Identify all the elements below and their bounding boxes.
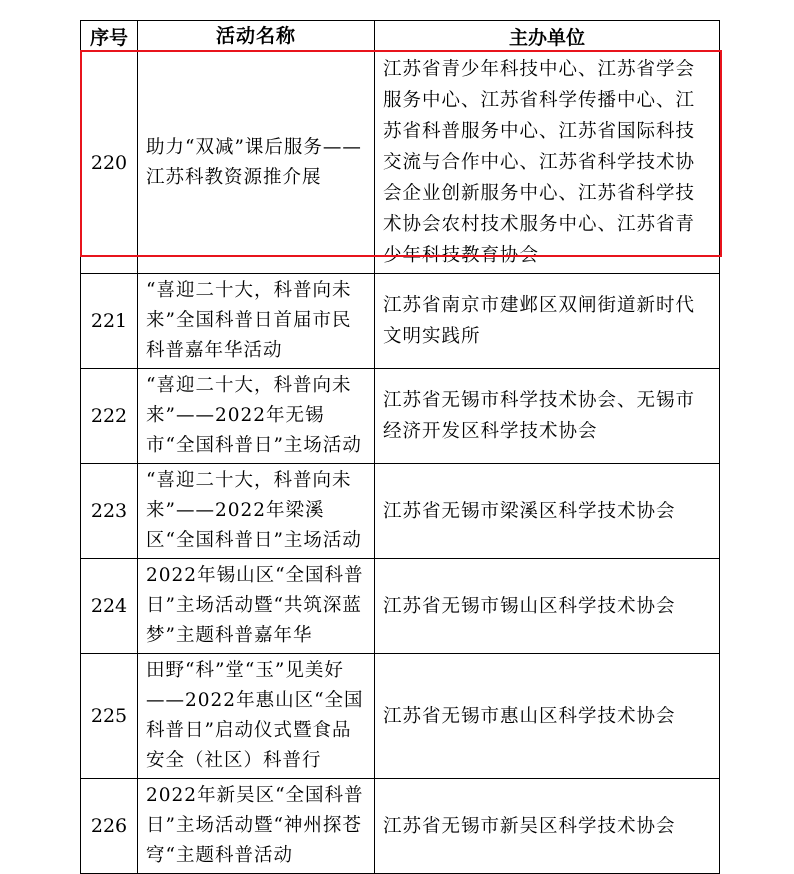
table-row	[81, 464, 720, 559]
row-organizer: 江苏省无锡市惠山区科学技术协会	[375, 654, 720, 779]
row-activity-name: “喜迎二十大，科普向未来”——2022年梁溪区“全国科普日”主场活动	[138, 464, 375, 559]
header-organizer: 主办单位	[375, 21, 720, 52]
header-number: 序号	[81, 21, 138, 52]
table-row	[81, 52, 720, 274]
table-row	[81, 779, 720, 874]
row-activity-name: 助力“双减”课后服务——江苏科教资源推介展	[138, 52, 375, 274]
table-row	[81, 654, 720, 779]
row-activity-name: 田野“科”堂“玉”见美好——2022年惠山区“全国科普日”启动仪式暨食品安全（社区）科普行	[138, 654, 375, 779]
table-row	[81, 369, 720, 464]
row-number: 220	[81, 52, 138, 274]
row-organizer: 江苏省无锡市新吴区科学技术协会	[375, 779, 720, 874]
row-organizer: 江苏省南京市建邺区双闸街道新时代文明实践所	[375, 274, 720, 369]
row-organizer: 江苏省无锡市梁溪区科学技术协会	[375, 464, 720, 559]
row-activity-name: “喜迎二十大，科普向未来”全国科普日首届市民科普嘉年华活动	[138, 274, 375, 369]
row-number: 226	[81, 779, 138, 874]
row-number: 221	[81, 274, 138, 369]
table-row	[81, 274, 720, 369]
row-activity-name: 2022年锡山区“全国科普日”主场活动暨“共筑深蓝梦”主题科普嘉年华	[138, 559, 375, 654]
activity-table	[80, 20, 720, 874]
row-number: 222	[81, 369, 138, 464]
row-organizer: 江苏省无锡市科学技术协会、无锡市经济开发区科学技术协会	[375, 369, 720, 464]
row-number: 223	[81, 464, 138, 559]
row-organizer: 江苏省无锡市锡山区科学技术协会	[375, 559, 720, 654]
row-activity-name: 2022年新吴区“全国科普日”主场活动暨“神州探苍穹“主题科普活动	[138, 779, 375, 874]
row-number: 225	[81, 654, 138, 779]
header-activity-name: 活动名称	[138, 21, 375, 52]
row-activity-name: “喜迎二十大，科普向未来”——2022年无锡市“全国科普日”主场活动	[138, 369, 375, 464]
table-row	[81, 559, 720, 654]
row-number: 224	[81, 559, 138, 654]
row-organizer: 江苏省青少年科技中心、江苏省学会服务中心、江苏省科学传播中心、江苏省科普服务中心、江苏省国际科技交流与合作中心、江苏省科学技术协会企业创新服务中心、江苏省科学技术协会农村技术服务中心、江苏省青少年科技教育协会	[375, 52, 720, 274]
table-header-row	[81, 21, 720, 52]
